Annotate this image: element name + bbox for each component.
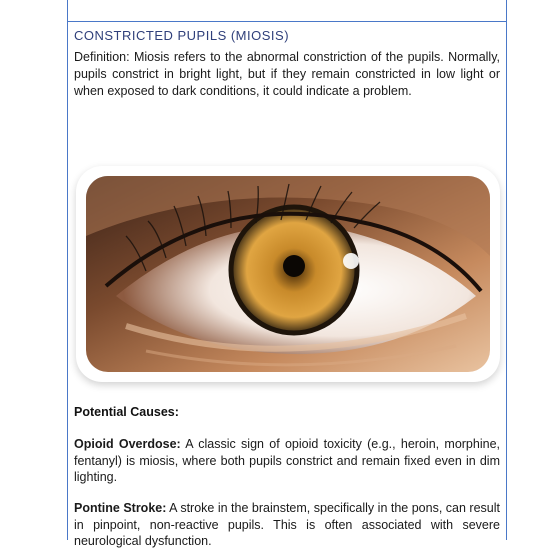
cause-term: Pontine Stroke: (74, 501, 167, 515)
document-page (67, 0, 507, 548)
previous-line-fragment (76, 0, 498, 2)
cause-term: Opioid Overdose: (74, 437, 181, 451)
section-divider (68, 21, 506, 22)
definition-paragraph: Definition: Miosis refers to the abnormal constriction of the pupils. Normally, pupils constrict in bright light, but if they remain constricted in low light or when exposed to dark conditions, it could indicate a problem. (74, 50, 500, 98)
section-title: CONSTRICTED PUPILS (MIOSIS) (74, 28, 290, 43)
potential-causes-heading: Potential Causes: (74, 405, 179, 419)
eye-photo-frame (76, 166, 500, 382)
cause-text: A stroke in the brainstem, specifically in the pons, can result in pinpoint, non-reactive pupils. This is often associated with severe neurological dysfunction. (74, 501, 500, 548)
cause-text: A classic sign of opioid toxicity (e.g., heroin, morphine, fentanyl) is miosis, where both pupils constrict and remain fixed even in dim lighting. (74, 437, 500, 484)
cause-paragraph-pontine (74, 500, 500, 550)
eye-closeup-photo (86, 176, 490, 372)
cause-paragraph-opioid (74, 436, 500, 486)
